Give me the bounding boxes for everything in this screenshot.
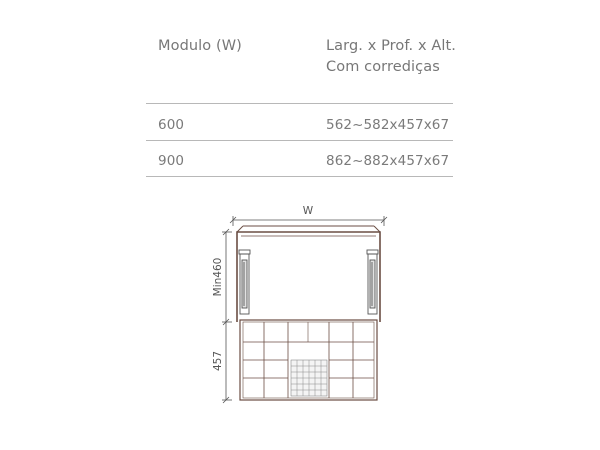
right-slide [367,250,378,314]
depth-label: 457 [212,350,224,372]
row-module: 900 [158,153,185,169]
width-label: W [302,205,314,217]
header-module: Modulo (W) [158,38,242,54]
header-dimensions-line1: Larg. x Prof. x Alt. [326,38,456,54]
center-rack [291,360,327,396]
width-dimension [230,216,387,226]
row-module: 600 [158,117,185,133]
row-dimensions: 562~582x457x67 [326,117,450,133]
min-height-label: Min460 [212,257,224,297]
left-slide [239,250,250,314]
row-dimensions: 862~882x457x67 [326,153,450,169]
cabinet-frame [237,226,380,322]
header-dimensions-line2: Com corrediças [326,59,440,75]
